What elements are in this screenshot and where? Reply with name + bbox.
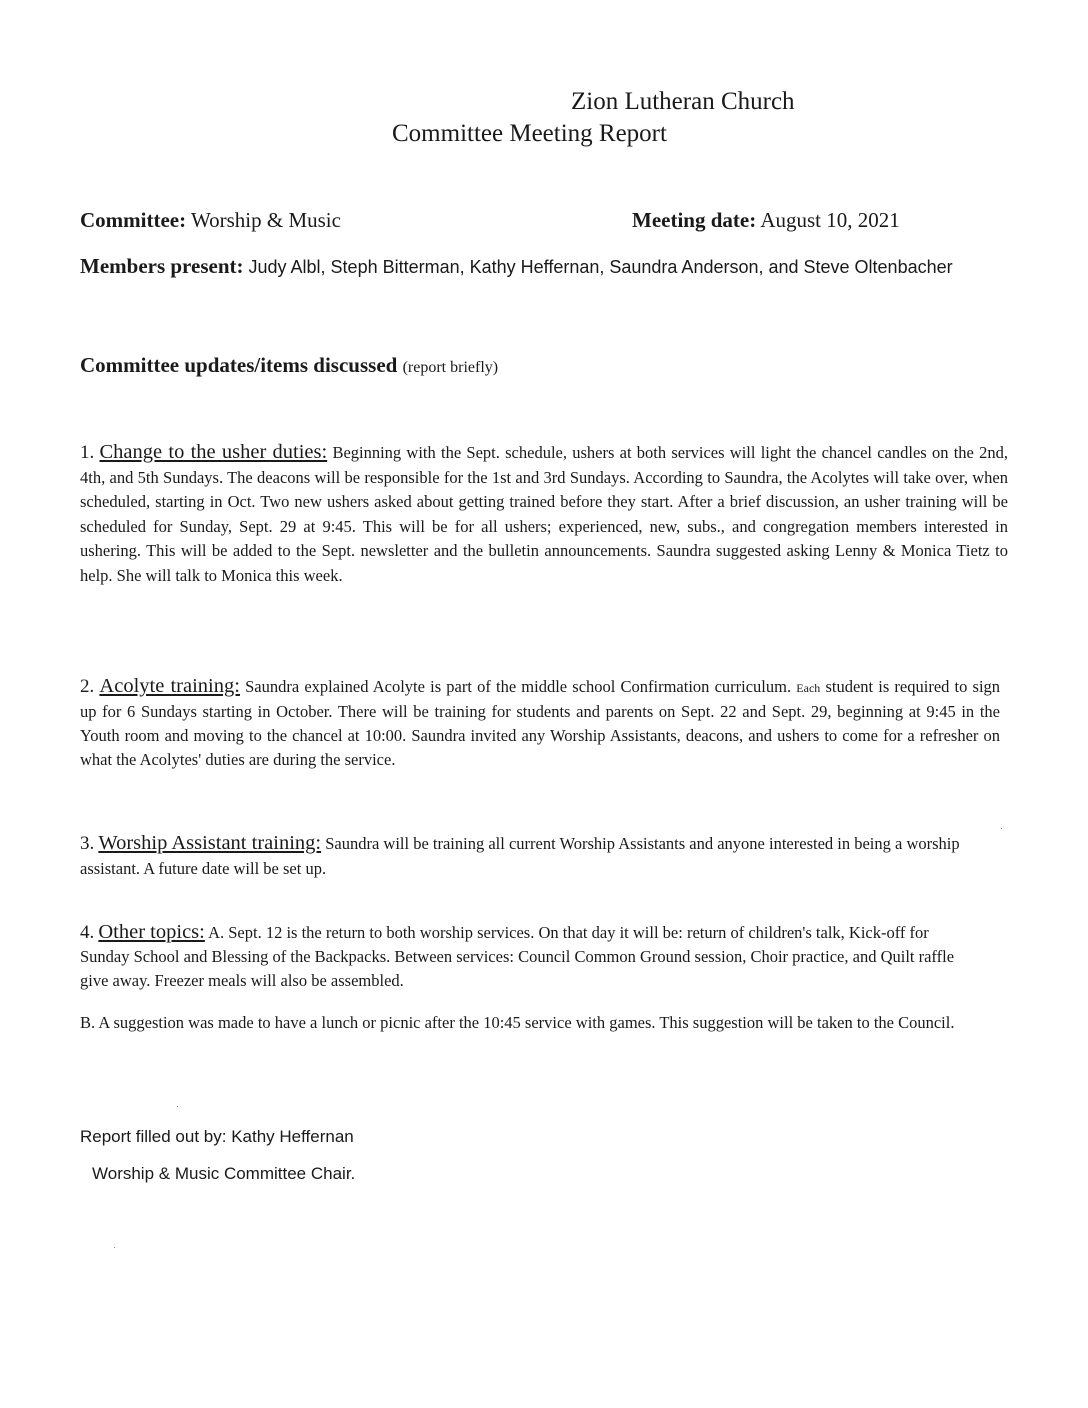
item-text: Saundra will be training all current Worship Assistants and anyone interested in being a worship assistant. A future date will be set up. xyxy=(80,834,960,878)
item-text: Saundra explained Acolyte is part of the middle school Confirmation curriculum. xyxy=(245,677,792,696)
item-b-suggestion: B. A suggestion was made to have a lunch or picnic after the 10:45 service with games. This suggestion will be taken to the Council. xyxy=(80,1013,955,1032)
committee-row xyxy=(80,208,341,233)
item-number: 4. xyxy=(80,922,95,943)
item-title: Worship Assistant training: xyxy=(98,832,322,854)
updates-title: Committee updates/items discussed xyxy=(80,353,398,377)
item-text: Beginning with the Sept. schedule, ushers at both services will light the chancel candles on the 2nd, 4th, and 5th Sundays. The deacons will be responsible for the 1st and 3rd Sundays. According to Saundra, the Acolytes will take over, when scheduled, starting in Oct. Two new ushers asked about getting trained before they start. After a brief discussion, an usher training will be scheduled for Sunday, Sept. 29 at 9:45. This will be for all ushers; experienced, new, subs., and congregation members interested in ushering. This will be added to the Sept. newsletter and the bulletin announcements. Saundra suggested asking Lenny & Monica Tietz to help. She will talk to Monica this week. xyxy=(80,443,1008,585)
item-number: 3. xyxy=(80,833,95,854)
report-title: Committee Meeting Report xyxy=(392,120,667,147)
scan-speck xyxy=(1001,828,1002,829)
members-present xyxy=(80,254,1000,280)
committee-value: Worship & Music xyxy=(190,208,341,232)
item-worship-assistant-training xyxy=(80,831,980,881)
updates-note: (report briefly) xyxy=(402,359,499,376)
members-label: Members present: xyxy=(80,254,244,278)
item-usher-duties xyxy=(80,440,1008,588)
item-acolyte-training xyxy=(80,674,1000,772)
meeting-date-row xyxy=(632,208,900,233)
church-name: Zion Lutheran Church xyxy=(571,88,795,115)
item-other-topics xyxy=(80,920,980,993)
item-title: Change to the usher duties: xyxy=(99,441,328,463)
scan-speck xyxy=(177,1106,178,1107)
item-text: A. Sept. 12 is the return to both worship services. On that day it will be: return of children's talk, Kick-off for Sunday School and Blessing of the Backpacks. Between services: Council Common Ground session, Choir practice, and Quilt raffle give away. Freezer meals will also be assembled. xyxy=(80,923,955,990)
item-title: Acolyte training: xyxy=(99,675,240,697)
meeting-date-label: Meeting date: xyxy=(632,208,757,232)
item-title: Other topics: xyxy=(98,921,205,943)
meeting-date-value: August 10, 2021 xyxy=(760,208,900,232)
item-text: student is required to sign up for 6 Sundays starting in October. There will be training for students and parents on Sept. 22 and Sept. 29, beginning at 9:45 in the Youth room and moving to the chancel at 10:00. Saundra invited any Worship Assistants, deacons, and ushers to come for a refresher on what the Acolytes' duties are during the service. xyxy=(80,677,1001,769)
members-value: Judy Albl, Steph Bitterman, Kathy Heffernan, Saundra Anderson, and Steve Oltenbacher xyxy=(248,257,953,277)
committee-chair-role: Worship & Music Committee Chair. xyxy=(92,1164,356,1183)
item-number: 2. xyxy=(80,676,95,697)
committee-label: Committee: xyxy=(80,208,187,232)
item-number: 1. xyxy=(80,442,95,463)
item-text-small: Each xyxy=(796,681,821,695)
updates-heading xyxy=(80,353,498,378)
report-filled-by: Report filled out by: Kathy Heffernan xyxy=(80,1127,354,1146)
scan-speck xyxy=(114,1247,115,1248)
